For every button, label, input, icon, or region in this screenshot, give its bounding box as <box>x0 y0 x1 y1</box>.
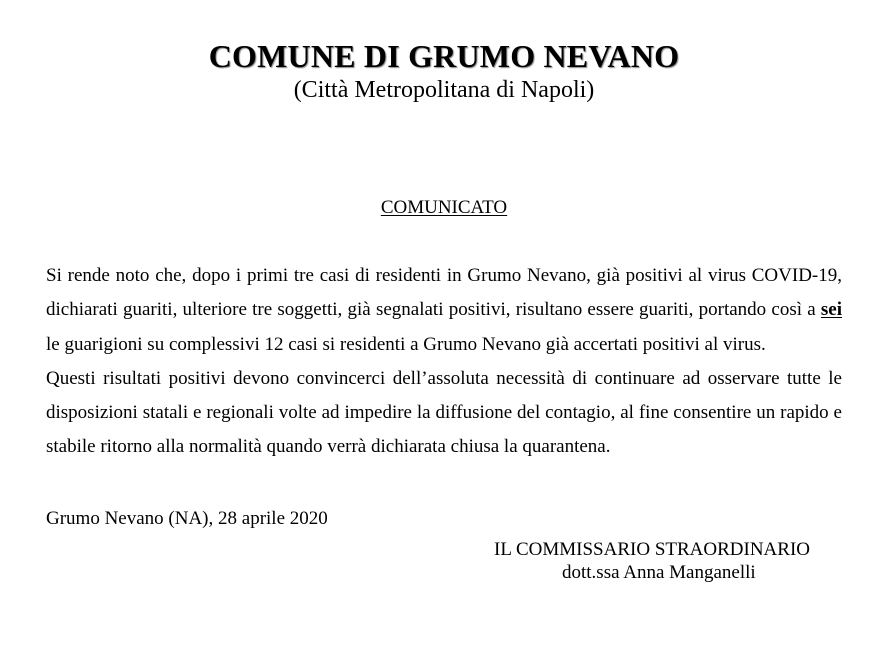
paragraph-precautions: Questi risultati positivi devono convincerci dell’assoluta necessità di continuare ad osservare tutte le disposizioni statali e regionali volte ad impedire la diffusione del contagio, al fine consentire un rapido e stabile ritorno alla normalità quando verrà dichiarata chiusa la quarantena. <box>46 367 842 458</box>
municipality-subtitle: (Città Metropolitana di Napoli) <box>293 77 595 103</box>
paragraph-recoveries-text-end: le guarigioni su complessivi 12 casi si residenti a Grumo Nevano già accertati positivi al virus. <box>46 333 766 355</box>
signature-name: dott.ssa Anna Manganelli <box>562 562 756 583</box>
municipality-title: COMUNE DI GRUMO NEVANO <box>208 38 680 74</box>
place-date: Grumo Nevano (NA), 28 aprile 2020 <box>46 508 328 529</box>
signature-role: IL COMMISSARIO STRAORDINARIO <box>494 539 810 560</box>
document-body <box>46 259 842 465</box>
paragraph-recoveries <box>46 259 842 362</box>
paragraph-recoveries-text-start: Si rende noto che, dopo i primi tre casi di residenti in Grumo Nevano, già positivi al virus COVID-19, dichiarati guariti, ulteriore tre soggetti, già segnalati positivi, risultano essere guariti, portando così a <box>46 265 842 321</box>
recoveries-count-highlight: sei <box>820 299 842 321</box>
document-heading <box>0 196 888 220</box>
document-heading-text: COMUNICATO <box>380 197 508 218</box>
